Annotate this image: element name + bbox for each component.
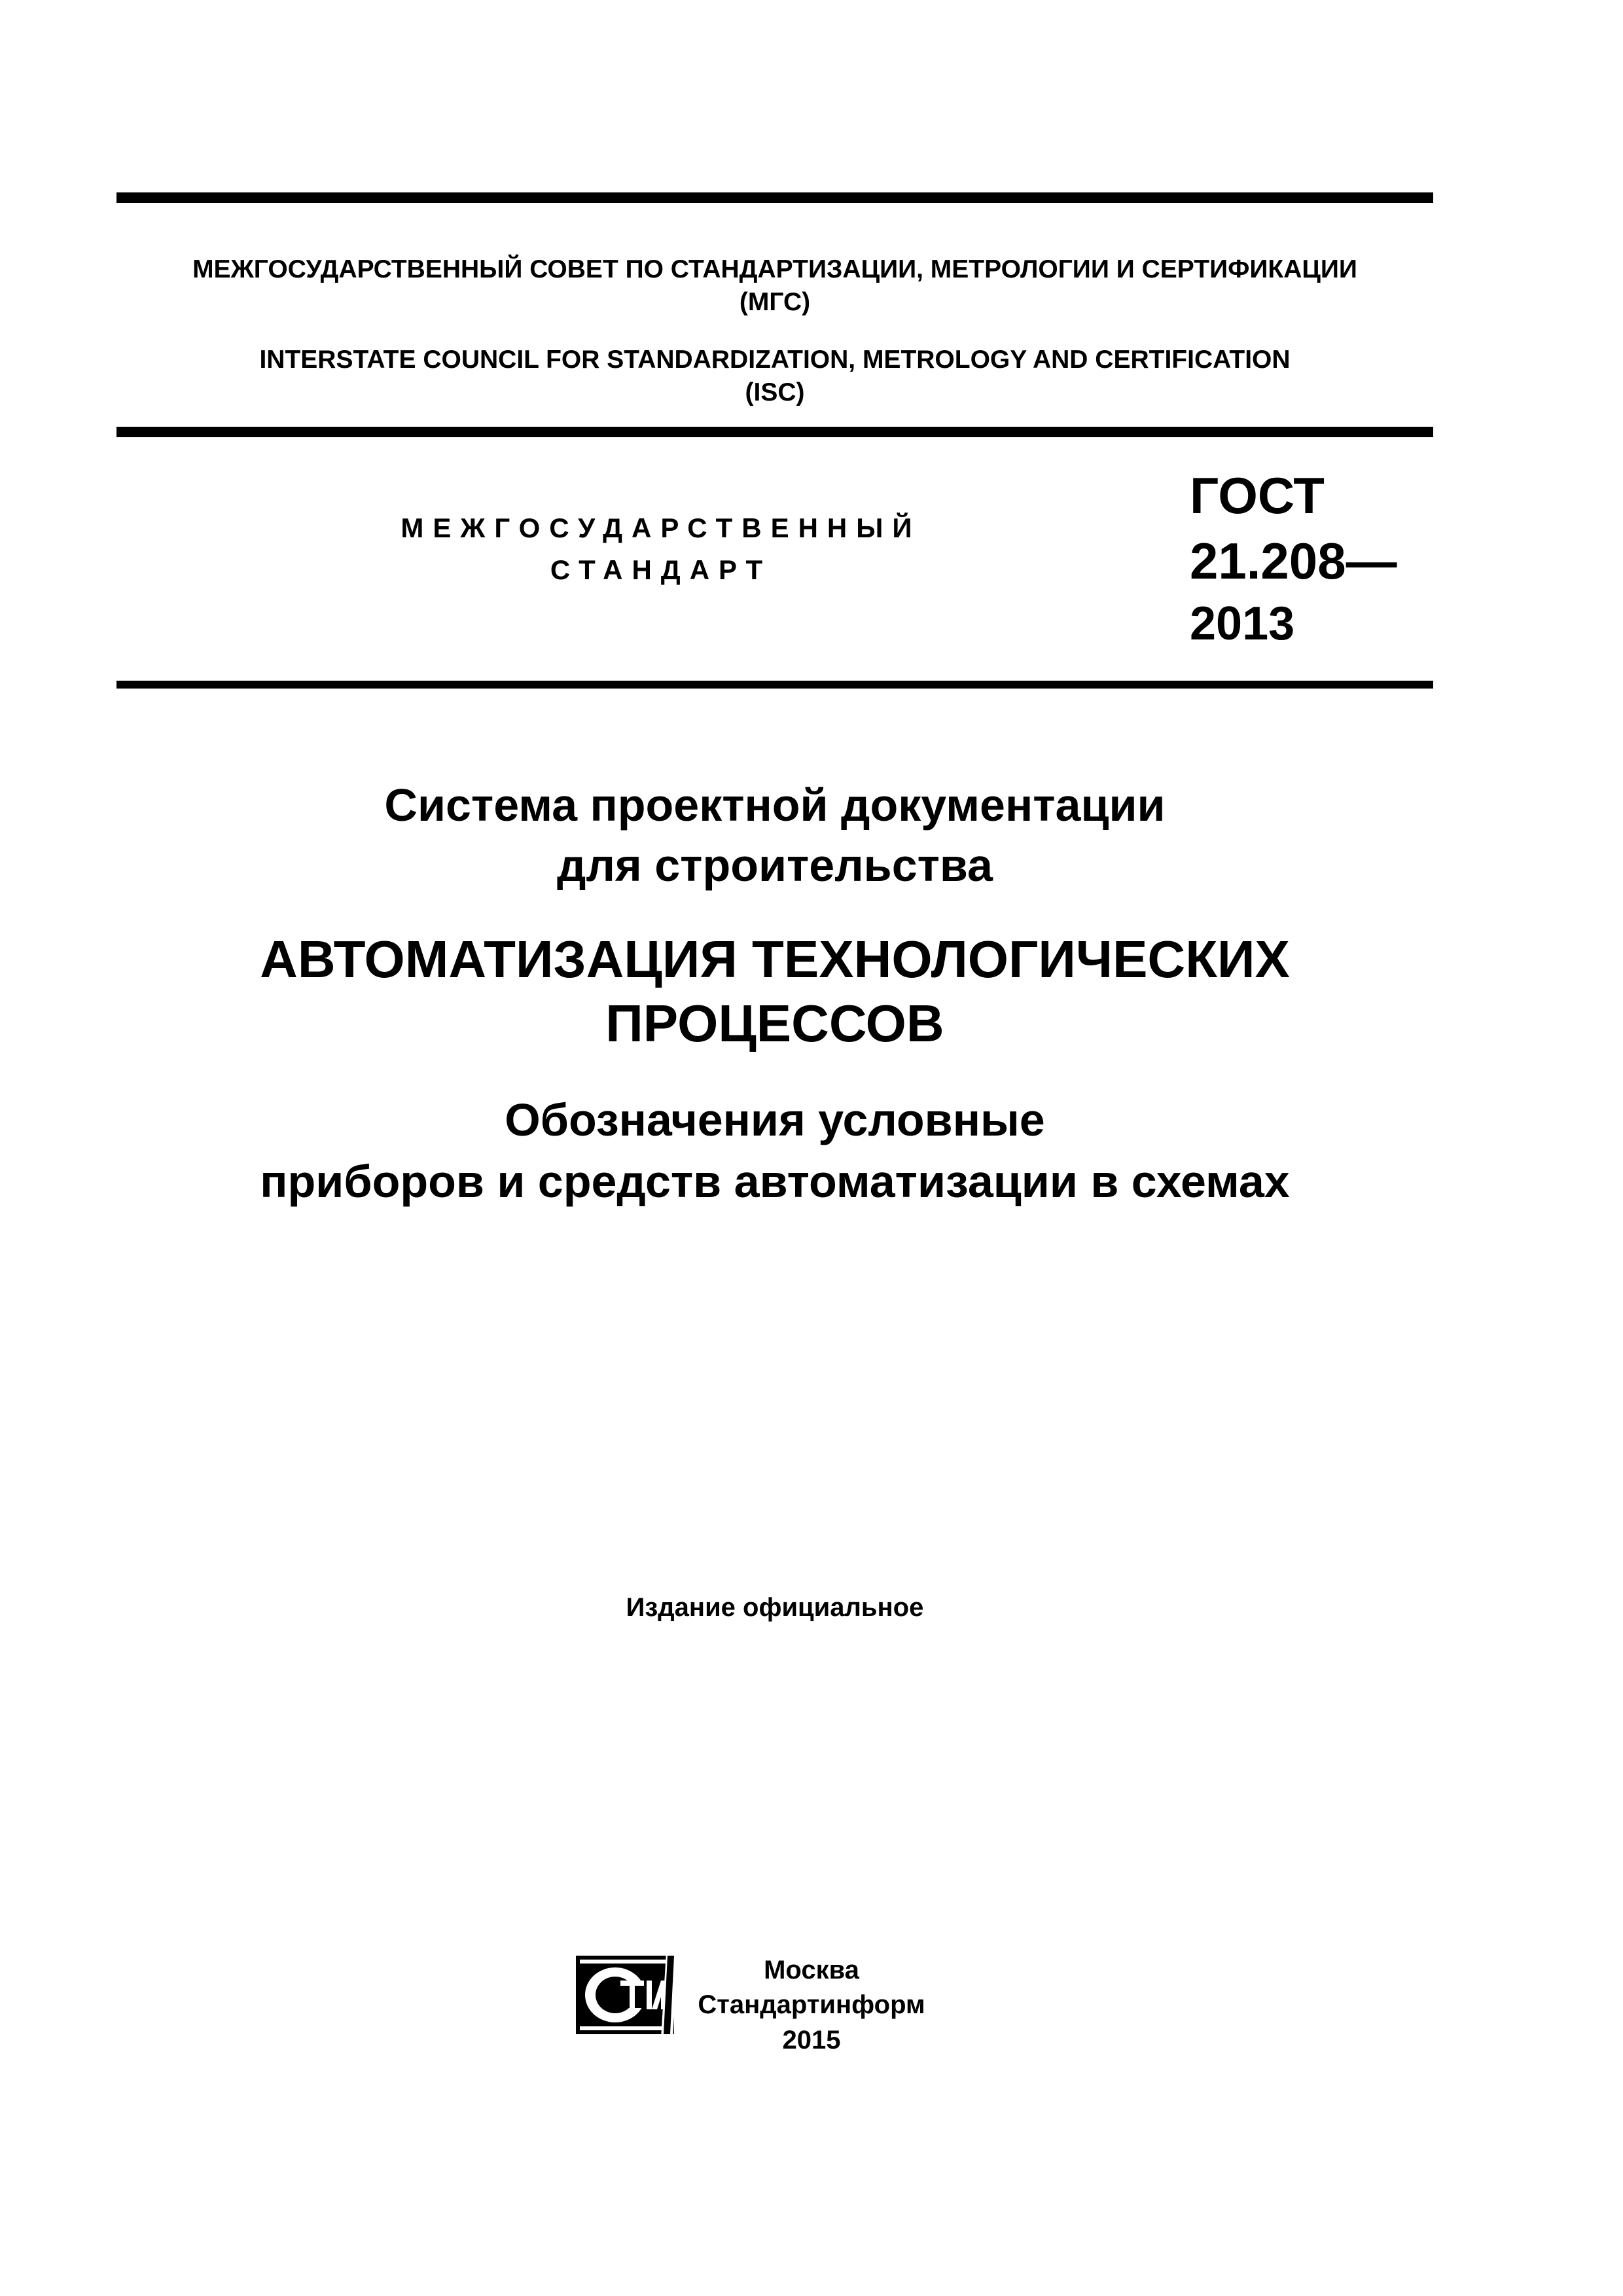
designation-line2: 21.208—	[1190, 532, 1397, 590]
top-rule	[116, 192, 1433, 203]
designation-line1: ГОСТ	[1190, 467, 1325, 524]
publisher-city: Москва	[764, 1956, 859, 1984]
bottom-rule	[116, 681, 1433, 689]
council-ru-abbr: (МГС)	[739, 288, 811, 316]
council-en-name: INTERSTATE COUNCIL FOR STANDARDIZATION, METROLOGY AND CERTIFICATION	[259, 346, 1291, 374]
edition-label: Издание официальное	[626, 1593, 924, 1622]
standard-type-line1: МЕЖГОСУДАРСТВЕННЫЙ	[401, 512, 921, 543]
subtitle-line2: приборов и средств автоматизации в схемах	[260, 1156, 1290, 1207]
publisher-name: Стандартинформ	[698, 1990, 925, 2019]
middle-rule	[116, 427, 1433, 437]
publication-year: 2015	[782, 2026, 841, 2054]
standartinform-logo-icon	[575, 1949, 679, 2041]
system-title-line2: для строительства	[557, 840, 993, 891]
system-title-line1: Система проектной документации	[384, 780, 1166, 831]
subtitle-line1: Обозначения условные	[505, 1094, 1045, 1145]
designation-line3: 2013	[1190, 598, 1295, 650]
main-title-line2: ПРОЦЕССОВ	[605, 994, 944, 1052]
main-title-line1: АВТОМАТИЗАЦИЯ ТЕХНОЛОГИЧЕСКИХ	[260, 930, 1290, 988]
council-en-abbr: (ISC)	[745, 378, 805, 406]
council-ru-name: МЕЖГОСУДАРСТВЕННЫЙ СОВЕТ ПО СТАНДАРТИЗАЦИИ, МЕТРОЛОГИИ И СЕРТИФИКАЦИИ	[192, 255, 1357, 283]
standard-type-line2: СТАНДАРТ	[550, 554, 772, 585]
